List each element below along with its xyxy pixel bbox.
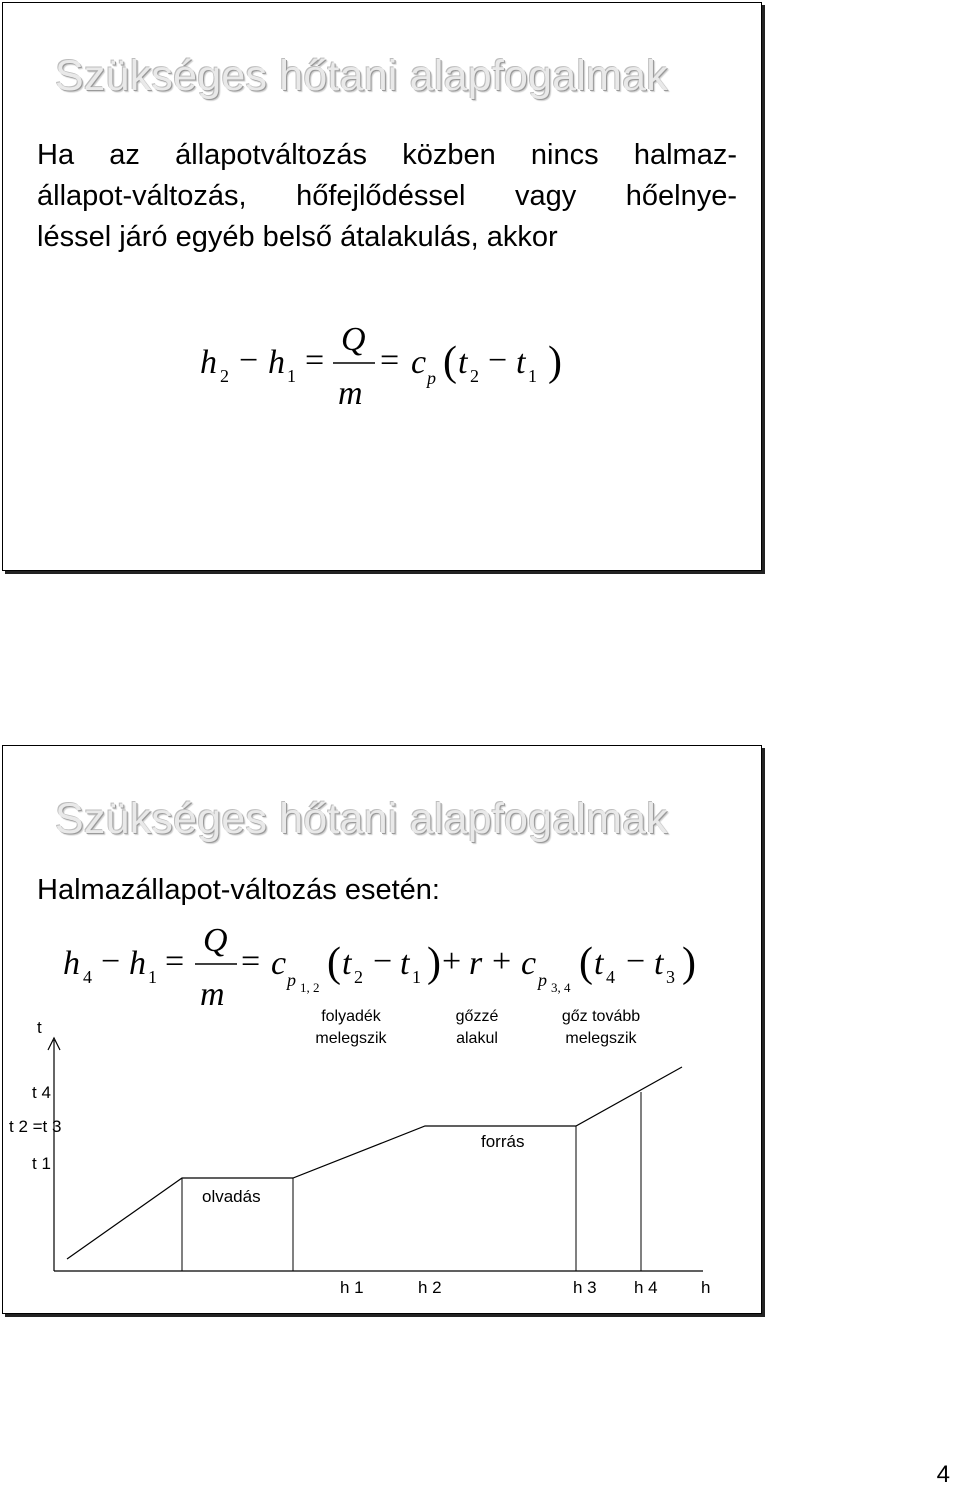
eq1-t1: t [516, 344, 526, 381]
eq2-t4-sub: 4 [606, 967, 615, 987]
eq1-t1-sub: 1 [528, 366, 537, 386]
eq1-h1: h [268, 344, 285, 381]
eq2-p1: p [287, 970, 296, 990]
eq2-equals-2: = [241, 943, 261, 980]
note-vaporizes: gőzzé alakul [455, 1008, 499, 1047]
eq2-p2-index: 3, 4 [551, 980, 571, 995]
eq1-t2-sub: 2 [470, 366, 479, 386]
tick-h1: h 1 [340, 1278, 364, 1297]
eq2-lpar-2: ( [579, 940, 593, 986]
eq1-t2: t [458, 344, 468, 381]
note-liquid-heats: folyadék melegszik [315, 1008, 387, 1047]
eq2-c1: c [271, 945, 287, 982]
process-curve [67, 1067, 682, 1259]
eq2-h4: h [63, 945, 80, 982]
slide-2-title: Szükséges hőtani alapfogalmak [55, 795, 668, 843]
body-line-1: Ha az állapotváltozás közben nincs halmaz- [37, 139, 737, 171]
eq2-c2: c [521, 945, 537, 982]
phase-label-boiling: forrás [481, 1132, 525, 1151]
eq1-m: m [338, 375, 363, 412]
tick-h4: h 4 [634, 1278, 658, 1297]
eq2-minus-2: − [373, 943, 393, 980]
slide-1-title: Szükséges hőtani alapfogalmak [55, 52, 668, 100]
eq2-lpar-1: ( [327, 940, 341, 986]
eq2-plus-2: + [492, 943, 512, 980]
body-line-2: állapot-változás, hőfejlődéssel vagy hőelnye- [37, 180, 737, 212]
eq2-m: m [200, 976, 225, 1013]
eq2-minus-1: − [101, 943, 121, 980]
eq1-h1-sub: 1 [287, 366, 296, 386]
eq2-rpar-1: ) [427, 940, 441, 986]
enthalpy-equation [3, 3, 761, 570]
eq1-equals-2: = [380, 342, 400, 379]
eq2-t2: t [342, 945, 352, 982]
eq2-rpar-2: ) [682, 940, 696, 986]
eq2-r: r [469, 945, 483, 982]
x-axis-label: h [701, 1278, 711, 1297]
eq2-p1-index: 1, 2 [300, 980, 320, 995]
slide-1 [2, 2, 762, 571]
tick-h3: h 3 [573, 1278, 597, 1297]
eq2-h1-sub: 1 [148, 967, 157, 987]
eq1-p-sub: p [427, 368, 436, 388]
eq1-minus: − [239, 342, 259, 379]
eq1-Q: Q [341, 321, 366, 358]
eq2-equals-1: = [165, 943, 185, 980]
eq1-h2-sub: 2 [220, 366, 229, 386]
eq1-rpar: ) [548, 339, 562, 385]
eq2-t1: t [400, 945, 410, 982]
eq2-t1-sub: 1 [412, 967, 421, 987]
slide-2-intro: Halmazállapot-változás esetén: [37, 874, 440, 906]
tick-t4: t 4 [32, 1083, 51, 1102]
phase-label-melting: olvadás [202, 1187, 261, 1206]
eq1-h2: h [200, 344, 217, 381]
eq1-equals-1: = [305, 342, 325, 379]
eq2-h1: h [129, 945, 146, 982]
body-line-3: léssel járó egyéb belső átalakulás, akkor [37, 221, 558, 253]
eq1-c: c [411, 344, 427, 381]
tick-t2-t3: t 2 =t 3 [9, 1117, 62, 1136]
t-h-diagram [3, 746, 761, 1313]
tick-h2: h 2 [418, 1278, 442, 1297]
eq2-h4-sub: 4 [83, 967, 92, 987]
eq2-Q: Q [203, 922, 228, 959]
eq2-t4: t [594, 945, 604, 982]
page-number: 4 [936, 1461, 950, 1488]
tick-t1: t 1 [32, 1154, 51, 1173]
eq2-t3: t [654, 945, 664, 982]
slide-2 [2, 745, 762, 1314]
eq2-t3-sub: 3 [666, 967, 675, 987]
eq2-minus-3: − [626, 943, 646, 980]
eq2-t2-sub: 2 [354, 967, 363, 987]
y-axis-label: t [37, 1018, 42, 1037]
eq2-p2: p [538, 970, 547, 990]
eq2-plus-1: + [442, 943, 462, 980]
eq1-lpar: ( [443, 339, 457, 385]
note-steam-heats: gőz tovább melegszik [561, 1008, 641, 1047]
eq1-minus-2: − [488, 342, 508, 379]
